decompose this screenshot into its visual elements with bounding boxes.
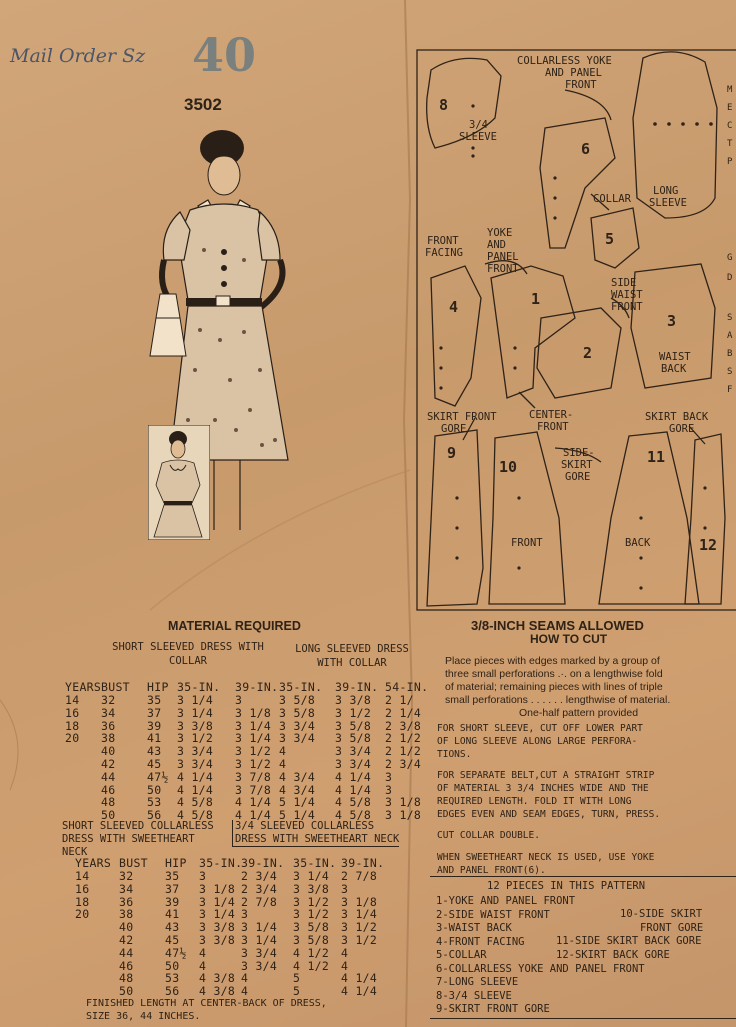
skirt-back-gore-label-1: SKIRT BACK bbox=[645, 411, 709, 423]
column-header: 39-IN. bbox=[341, 856, 385, 870]
table-cell: 3 1/4 bbox=[293, 869, 330, 883]
piece-10-number: 10 bbox=[499, 458, 518, 476]
column-header: 39-IN. bbox=[335, 680, 379, 694]
front-label: FRONT bbox=[511, 537, 543, 549]
skirt-front-gore-label-1: SKIRT FRONT bbox=[427, 411, 497, 423]
table-cell: 4 5/8 bbox=[335, 795, 372, 810]
table-cell: 4 bbox=[241, 971, 249, 986]
piece-9-number: 9 bbox=[447, 444, 457, 462]
table-cell: 50 bbox=[119, 984, 134, 999]
cut-collar-note: CUT COLLAR DOUBLE. bbox=[437, 830, 540, 841]
table-cell: 3 1/4 bbox=[241, 920, 278, 935]
table-cell: 46 bbox=[101, 782, 116, 797]
pieces-list-right-2 bbox=[556, 935, 701, 962]
column-header: YEARS bbox=[75, 856, 112, 870]
piece-7-name-line1: LONG bbox=[653, 185, 679, 197]
collar-label: COLLAR bbox=[593, 193, 631, 205]
table-cell: 3 1/4 bbox=[177, 705, 214, 720]
table-cell: 3 1/4 bbox=[241, 933, 278, 947]
table-cell: 3 3/8 bbox=[293, 881, 330, 896]
finished-length-note bbox=[86, 997, 327, 1023]
piece-entry: 8-3/4 SLEEVE bbox=[436, 989, 512, 1002]
svg-text:B: B bbox=[727, 349, 733, 359]
front-facing-label-1: FRONT bbox=[427, 235, 459, 247]
table-cell: 14 bbox=[65, 693, 80, 707]
belt-line: REQUIRED LENGTH. FOLD IT WITH LONG bbox=[437, 796, 632, 807]
table-cell: 4 bbox=[279, 744, 287, 759]
piece-1-number: 1 bbox=[531, 290, 541, 308]
table-cell: 3 1/2 bbox=[341, 920, 378, 935]
table-cell: 3 3/8 bbox=[335, 693, 372, 707]
back-view-thumbnail bbox=[148, 290, 188, 360]
table-cell: 3 5/8 bbox=[279, 693, 316, 707]
table-cell: 3 3/4 bbox=[241, 945, 278, 960]
table-cell: 34 bbox=[119, 881, 134, 896]
belt-line: OF MATERIAL 3 3/4 INCHES WIDE AND THE bbox=[437, 783, 649, 794]
column-header: 54-IN. bbox=[385, 680, 429, 694]
table-cell: 4 1/2 bbox=[293, 945, 330, 960]
table-cell: 4 1/4 bbox=[335, 769, 372, 784]
table-cell: 40 bbox=[119, 920, 134, 935]
table-cell: 3 5/8 bbox=[293, 933, 330, 947]
table-cell: 2 3/4 bbox=[241, 881, 278, 896]
table-cell: 39 bbox=[165, 894, 180, 909]
piece-7-name-line2: SLEEVE bbox=[649, 197, 687, 209]
para1-line: three small perforations .·. on a lengthwise fold bbox=[445, 668, 663, 680]
table-cell: 48 bbox=[119, 971, 134, 986]
piece-8-number: 8 bbox=[439, 96, 449, 114]
table-cell: 3 1/2 bbox=[293, 894, 330, 909]
table-cell: 3 3/8 bbox=[199, 933, 236, 947]
table-cell: 2 1/ bbox=[385, 693, 414, 707]
table-cell: 32 bbox=[101, 693, 116, 707]
pieces-title: 12 PIECES IN THIS PATTERN bbox=[487, 880, 646, 892]
piece-5-outline bbox=[591, 208, 639, 268]
table-cell: 3 1/8 bbox=[341, 894, 378, 909]
piece-6-outline bbox=[540, 118, 615, 248]
table-cell: 48 bbox=[101, 795, 116, 810]
table-cell: 3 1/2 bbox=[335, 705, 372, 720]
table-cell: 3 5/8 bbox=[335, 718, 372, 733]
piece-5-number: 5 bbox=[605, 230, 615, 248]
center-front-label-2: FRONT bbox=[537, 421, 569, 433]
material-title: MATERIAL REQUIRED bbox=[168, 619, 301, 633]
table-cell: 4 5/8 bbox=[335, 808, 372, 823]
svg-text:C: C bbox=[727, 121, 733, 131]
table-cell: 39 bbox=[147, 718, 162, 733]
table-cell: 4 3/8 bbox=[199, 971, 236, 986]
piece-2-outline bbox=[537, 308, 621, 398]
table-cell: 3 1/8 bbox=[199, 881, 236, 896]
table-cell: 3 5/8 bbox=[335, 731, 372, 746]
table-cell: 5 bbox=[293, 984, 301, 999]
center-front-label-1: CENTER- bbox=[529, 409, 574, 421]
waist-back-label-1: WAIST bbox=[659, 351, 691, 363]
column-header: BUST bbox=[101, 680, 130, 694]
table-cell: 4 1/4 bbox=[235, 808, 272, 823]
para1-line: Place pieces with edges marked by a group of bbox=[445, 655, 660, 667]
table-cell: 3 7/8 bbox=[235, 769, 272, 784]
collarless-yoke-label-2: AND PANEL bbox=[545, 67, 602, 79]
table-cell: 2 1/2 bbox=[385, 731, 422, 746]
table-cell: 2 3/4 bbox=[385, 757, 422, 771]
svg-text:M: M bbox=[727, 85, 733, 95]
clipped-edge-letters bbox=[726, 80, 736, 420]
svg-text:S: S bbox=[727, 367, 733, 377]
table-cell: 53 bbox=[147, 795, 162, 810]
table-cell: 4 5/8 bbox=[177, 795, 214, 810]
table-cell: 32 bbox=[119, 869, 134, 883]
belt-line: FOR SEPARATE BELT,CUT A STRAIGHT STRIP bbox=[437, 770, 655, 781]
column-header: 39-IN. bbox=[235, 680, 279, 694]
side-waist-label-3: FRONT bbox=[611, 301, 643, 313]
table-cell: 3 3/4 bbox=[241, 958, 278, 973]
table-cell: 50 bbox=[147, 782, 162, 797]
table-cell: 50 bbox=[165, 958, 180, 973]
table-cell: 3 1/4 bbox=[199, 907, 236, 922]
table-cell: 18 bbox=[75, 894, 90, 909]
piece-entry: 1-YOKE AND PANEL FRONT bbox=[436, 895, 576, 907]
belt-line: EDGES EVEN AND SEAM EDGES, TURN, PRESS. bbox=[437, 809, 661, 820]
table-cell: 4 1/4 bbox=[335, 782, 372, 797]
side-skirt-gore-label-3: GORE bbox=[565, 471, 591, 483]
table-cell: 3 3/4 bbox=[177, 744, 214, 759]
svg-text:E: E bbox=[727, 103, 733, 113]
table2-heading-left: SHORT SLEEVED COLLARLESS DRESS WITH SWEETHEART NECK bbox=[62, 820, 214, 858]
seams-title: 3/8-INCH SEAMS ALLOWED bbox=[471, 618, 644, 633]
table1-heading-right: LONG SLEEVED DRESS WITH COLLAR bbox=[295, 643, 409, 669]
table-cell: 45 bbox=[147, 757, 162, 771]
table-cell: 4 5/8 bbox=[177, 808, 214, 823]
skirt-front-gore-label-2: GORE bbox=[441, 423, 467, 435]
para1-line: of material; remaining pieces with lines of triple bbox=[445, 681, 663, 693]
table-cell: 3 bbox=[385, 782, 393, 797]
para1-line: small perforations . . . . . . lengthwise of material. bbox=[445, 694, 671, 706]
table-cell: 5 1/4 bbox=[279, 795, 316, 810]
pieces-list-right bbox=[620, 908, 703, 935]
table-cell: 41 bbox=[165, 907, 180, 922]
table-cell: 3 1/2 bbox=[293, 907, 330, 922]
piece-4-outline bbox=[431, 266, 481, 406]
column-header: HIP bbox=[147, 680, 169, 694]
belt-instructions bbox=[437, 769, 660, 821]
piece-entry: 9-SKIRT FRONT GORE bbox=[436, 1003, 550, 1015]
table-cell: 3 7/8 bbox=[235, 782, 272, 797]
yoke-panel-label-1: YOKE bbox=[487, 227, 513, 239]
table-cell: 40 bbox=[101, 744, 116, 759]
finished-length-line: SIZE 36, 44 INCHES. bbox=[86, 1011, 201, 1022]
sweetheart-view-thumbnail bbox=[148, 425, 210, 540]
table-cell: 3 3/8 bbox=[177, 718, 214, 733]
table-cell: 4 3/4 bbox=[279, 769, 316, 784]
table-cell: 3 3/8 bbox=[199, 920, 236, 935]
piece-entry: 6-COLLARLESS YOKE AND PANEL FRONT bbox=[436, 962, 645, 975]
piece-8-name-line1: 3/4 bbox=[469, 119, 488, 131]
table-cell: 5 1/4 bbox=[279, 808, 316, 823]
piece-entry: FRONT GORE bbox=[640, 921, 704, 934]
svg-text:D: D bbox=[727, 273, 733, 283]
table-cell: 3 3/4 bbox=[279, 718, 316, 733]
table-cell: 41 bbox=[147, 731, 162, 746]
piece-11-number: 11 bbox=[647, 448, 666, 466]
yoke-panel-label-2: AND bbox=[487, 239, 506, 251]
table-cell: 20 bbox=[65, 731, 80, 746]
table-cell: 14 bbox=[75, 869, 90, 883]
table-cell: 44 bbox=[101, 769, 116, 784]
table-cell: 3 bbox=[385, 769, 393, 784]
table-cell: 3 1/4 bbox=[235, 731, 272, 746]
svg-text:A: A bbox=[727, 331, 733, 341]
table-cell: 56 bbox=[165, 984, 180, 999]
bottom-border bbox=[430, 1018, 736, 1019]
table-cell: 3 5/8 bbox=[279, 705, 316, 720]
piece-entry: 2-SIDE WAIST FRONT bbox=[436, 908, 550, 921]
collarless-yoke-label-1: COLLARLESS YOKE bbox=[517, 55, 612, 67]
stamped-size: 40 bbox=[192, 28, 257, 82]
table-cell: 50 bbox=[101, 808, 116, 823]
table-cell: 4 1/4 bbox=[235, 795, 272, 810]
table-cell: 4 3/4 bbox=[279, 782, 316, 797]
side-waist-label-2: WAIST bbox=[611, 289, 643, 301]
table-cell: 3 1/4 bbox=[177, 693, 214, 707]
table-cell: 38 bbox=[101, 731, 116, 746]
table-cell: 3 1/4 bbox=[199, 894, 236, 909]
back-label: BACK bbox=[625, 537, 651, 549]
short-sleeve-line: FOR SHORT SLEEVE, CUT OFF LOWER PART bbox=[437, 723, 643, 734]
skirt-back-gore-label-2: GORE bbox=[669, 423, 695, 435]
table-cell: 36 bbox=[101, 718, 116, 733]
short-sleeve-instructions bbox=[437, 722, 643, 761]
svg-text:P: P bbox=[727, 157, 733, 167]
column-header: YEARS bbox=[65, 680, 102, 694]
table-cell: 2 1/4 bbox=[385, 705, 422, 720]
piece-entry: 11-SIDE SKIRT BACK GORE bbox=[556, 935, 702, 947]
table-cell: 3 1/4 bbox=[235, 718, 272, 733]
table-cell: 2 3/8 bbox=[385, 718, 422, 733]
table-cell: 3 5/8 bbox=[293, 920, 330, 935]
table-cell: 3 3/4 bbox=[335, 744, 372, 759]
table1-heading-left: SHORT SLEEVED DRESS WITH COLLAR bbox=[112, 641, 264, 667]
table-cell: 4 3/8 bbox=[199, 984, 236, 999]
svg-text:G: G bbox=[727, 253, 733, 263]
table-cell: 3 3/4 bbox=[335, 757, 372, 771]
table-cell: 3 1/2 bbox=[235, 757, 272, 771]
piece-entry: 12-SKIRT BACK GORE bbox=[556, 948, 670, 961]
table-cell: 2 1/2 bbox=[385, 744, 422, 759]
sweetheart-line: WHEN SWEETHEART NECK IS USED, USE YOKE bbox=[437, 852, 655, 863]
table-cell: 3 bbox=[235, 693, 243, 707]
piece-2-number: 2 bbox=[583, 344, 593, 362]
column-header: 35-IN. bbox=[293, 856, 337, 870]
column-header: 35-IN. bbox=[279, 680, 323, 694]
table-cell: 16 bbox=[65, 705, 80, 720]
piece-12-outline bbox=[685, 434, 725, 604]
pattern-number: 3502 bbox=[184, 95, 222, 114]
table-cell: 3 3/4 bbox=[279, 731, 316, 746]
table-cell: 37 bbox=[147, 705, 162, 720]
table-cell: 42 bbox=[101, 757, 116, 771]
sweetheart-instructions bbox=[437, 851, 654, 877]
table-cell: 47½ bbox=[147, 769, 169, 784]
piece-3-number: 3 bbox=[667, 312, 677, 330]
front-facing-label-2: FACING bbox=[425, 247, 463, 259]
pieces-divider bbox=[430, 876, 736, 877]
table-cell: 4 1/2 bbox=[293, 958, 330, 973]
piece-4-number: 4 bbox=[449, 298, 459, 316]
para1-line: One-half pattern provided bbox=[519, 707, 639, 719]
table-cell: 2 7/8 bbox=[241, 894, 278, 909]
table-cell: 3 1/8 bbox=[385, 795, 422, 810]
table-cell: 35 bbox=[165, 869, 180, 883]
svg-text:S: S bbox=[727, 313, 733, 323]
short-sleeve-line: TIONS. bbox=[437, 749, 472, 760]
table-cell: 38 bbox=[119, 907, 134, 922]
table-cell: 43 bbox=[165, 920, 180, 935]
table-cell: 4 bbox=[199, 945, 207, 960]
side-waist-label-1: SIDE bbox=[611, 277, 637, 289]
piece-entry: 3-WAIST BACK bbox=[436, 922, 512, 934]
side-skirt-gore-label-2: SKIRT bbox=[561, 459, 593, 471]
table-cell: 3 1/2 bbox=[177, 731, 214, 746]
svg-text:T: T bbox=[727, 139, 733, 149]
table-cell: 2 3/4 bbox=[241, 869, 278, 883]
collarless-yoke-label-3: FRONT bbox=[565, 79, 597, 91]
table-cell: 53 bbox=[165, 971, 180, 986]
table-cell: 2 7/8 bbox=[341, 869, 378, 883]
table-cell: 4 1/4 bbox=[177, 769, 214, 784]
table-cell: 4 bbox=[341, 958, 349, 973]
piece-12-number: 12 bbox=[699, 536, 718, 554]
table-cell: 34 bbox=[101, 705, 116, 720]
table-cell: 47½ bbox=[165, 945, 187, 960]
piece-entry: 5-COLLAR bbox=[436, 949, 487, 961]
table-cell: 4 bbox=[199, 958, 207, 973]
yoke-panel-label-3: PANEL bbox=[487, 251, 519, 263]
how-to-cut-title: HOW TO CUT bbox=[530, 632, 608, 646]
short-sleeve-line: OF LONG SLEEVE ALONG LARGE PERFORA- bbox=[437, 736, 638, 747]
piece-entry: 10-SIDE SKIRT bbox=[620, 908, 703, 920]
table-cell: 3 1/8 bbox=[235, 705, 272, 720]
table-cell: 3 1/4 bbox=[341, 907, 378, 922]
column-header: HIP bbox=[165, 856, 187, 870]
table-cell: 36 bbox=[119, 894, 134, 909]
column-header: 39-IN. bbox=[241, 856, 285, 870]
svg-text:F: F bbox=[727, 385, 733, 395]
table-cell: 3 bbox=[241, 907, 249, 922]
piece-6-number: 6 bbox=[581, 140, 591, 158]
table-cell: 18 bbox=[65, 718, 80, 733]
table-cell: 3 bbox=[199, 869, 207, 883]
table-cell: 4 bbox=[279, 757, 287, 771]
table-cell: 42 bbox=[119, 933, 134, 947]
table-cell: 4 bbox=[341, 945, 349, 960]
sweetheart-line: AND PANEL FRONT(6). bbox=[437, 865, 546, 876]
table-cell: 3 3/4 bbox=[177, 757, 214, 771]
handwritten-size-note: Mail Order Sz bbox=[10, 45, 146, 67]
table-cell: 5 bbox=[293, 971, 301, 986]
side-skirt-gore-label-1: SIDE- bbox=[563, 447, 595, 459]
finished-length-line: FINISHED LENGTH AT CENTER-BACK OF DRESS, bbox=[86, 998, 327, 1009]
table-cell: 3 1/8 bbox=[385, 808, 422, 823]
table-cell: 43 bbox=[147, 744, 162, 759]
table-cell: 3 1/2 bbox=[235, 744, 272, 759]
column-header: 35-IN. bbox=[199, 856, 243, 870]
table-cell: 20 bbox=[75, 907, 90, 922]
table-cell: 16 bbox=[75, 881, 90, 896]
column-header: BUST bbox=[119, 856, 148, 870]
table-cell: 37 bbox=[165, 881, 180, 896]
table-cell: 46 bbox=[119, 958, 134, 973]
waist-back-label-2: BACK bbox=[661, 363, 687, 375]
table-cell: 4 1/4 bbox=[341, 984, 378, 999]
table-cell: 35 bbox=[147, 693, 162, 707]
piece-1-outline bbox=[491, 266, 575, 398]
pattern-layout-diagram bbox=[415, 48, 736, 613]
table-cell: 4 1/4 bbox=[341, 971, 378, 986]
table-cell: 45 bbox=[165, 933, 180, 947]
piece-entry: 4-FRONT FACING bbox=[436, 935, 525, 948]
table-cell: 3 bbox=[341, 881, 349, 896]
piece-entry: 7-LONG SLEEVE bbox=[436, 976, 519, 988]
table-cell: 56 bbox=[147, 808, 162, 823]
table-cell: 4 bbox=[241, 984, 249, 999]
yoke-panel-label-4: FRONT bbox=[487, 263, 519, 275]
column-header: 35-IN. bbox=[177, 680, 221, 694]
table-cell: 44 bbox=[119, 945, 134, 960]
piece-8-name-line2: SLEEVE bbox=[459, 131, 497, 143]
table-cell: 4 1/4 bbox=[177, 782, 214, 797]
table-cell: 3 1/2 bbox=[341, 933, 378, 947]
table2-heading-right: 3/4 SLEEVED COLLARLESS DRESS WITH SWEETHEART NECK bbox=[232, 820, 399, 847]
cut-instructions-para bbox=[445, 655, 735, 720]
